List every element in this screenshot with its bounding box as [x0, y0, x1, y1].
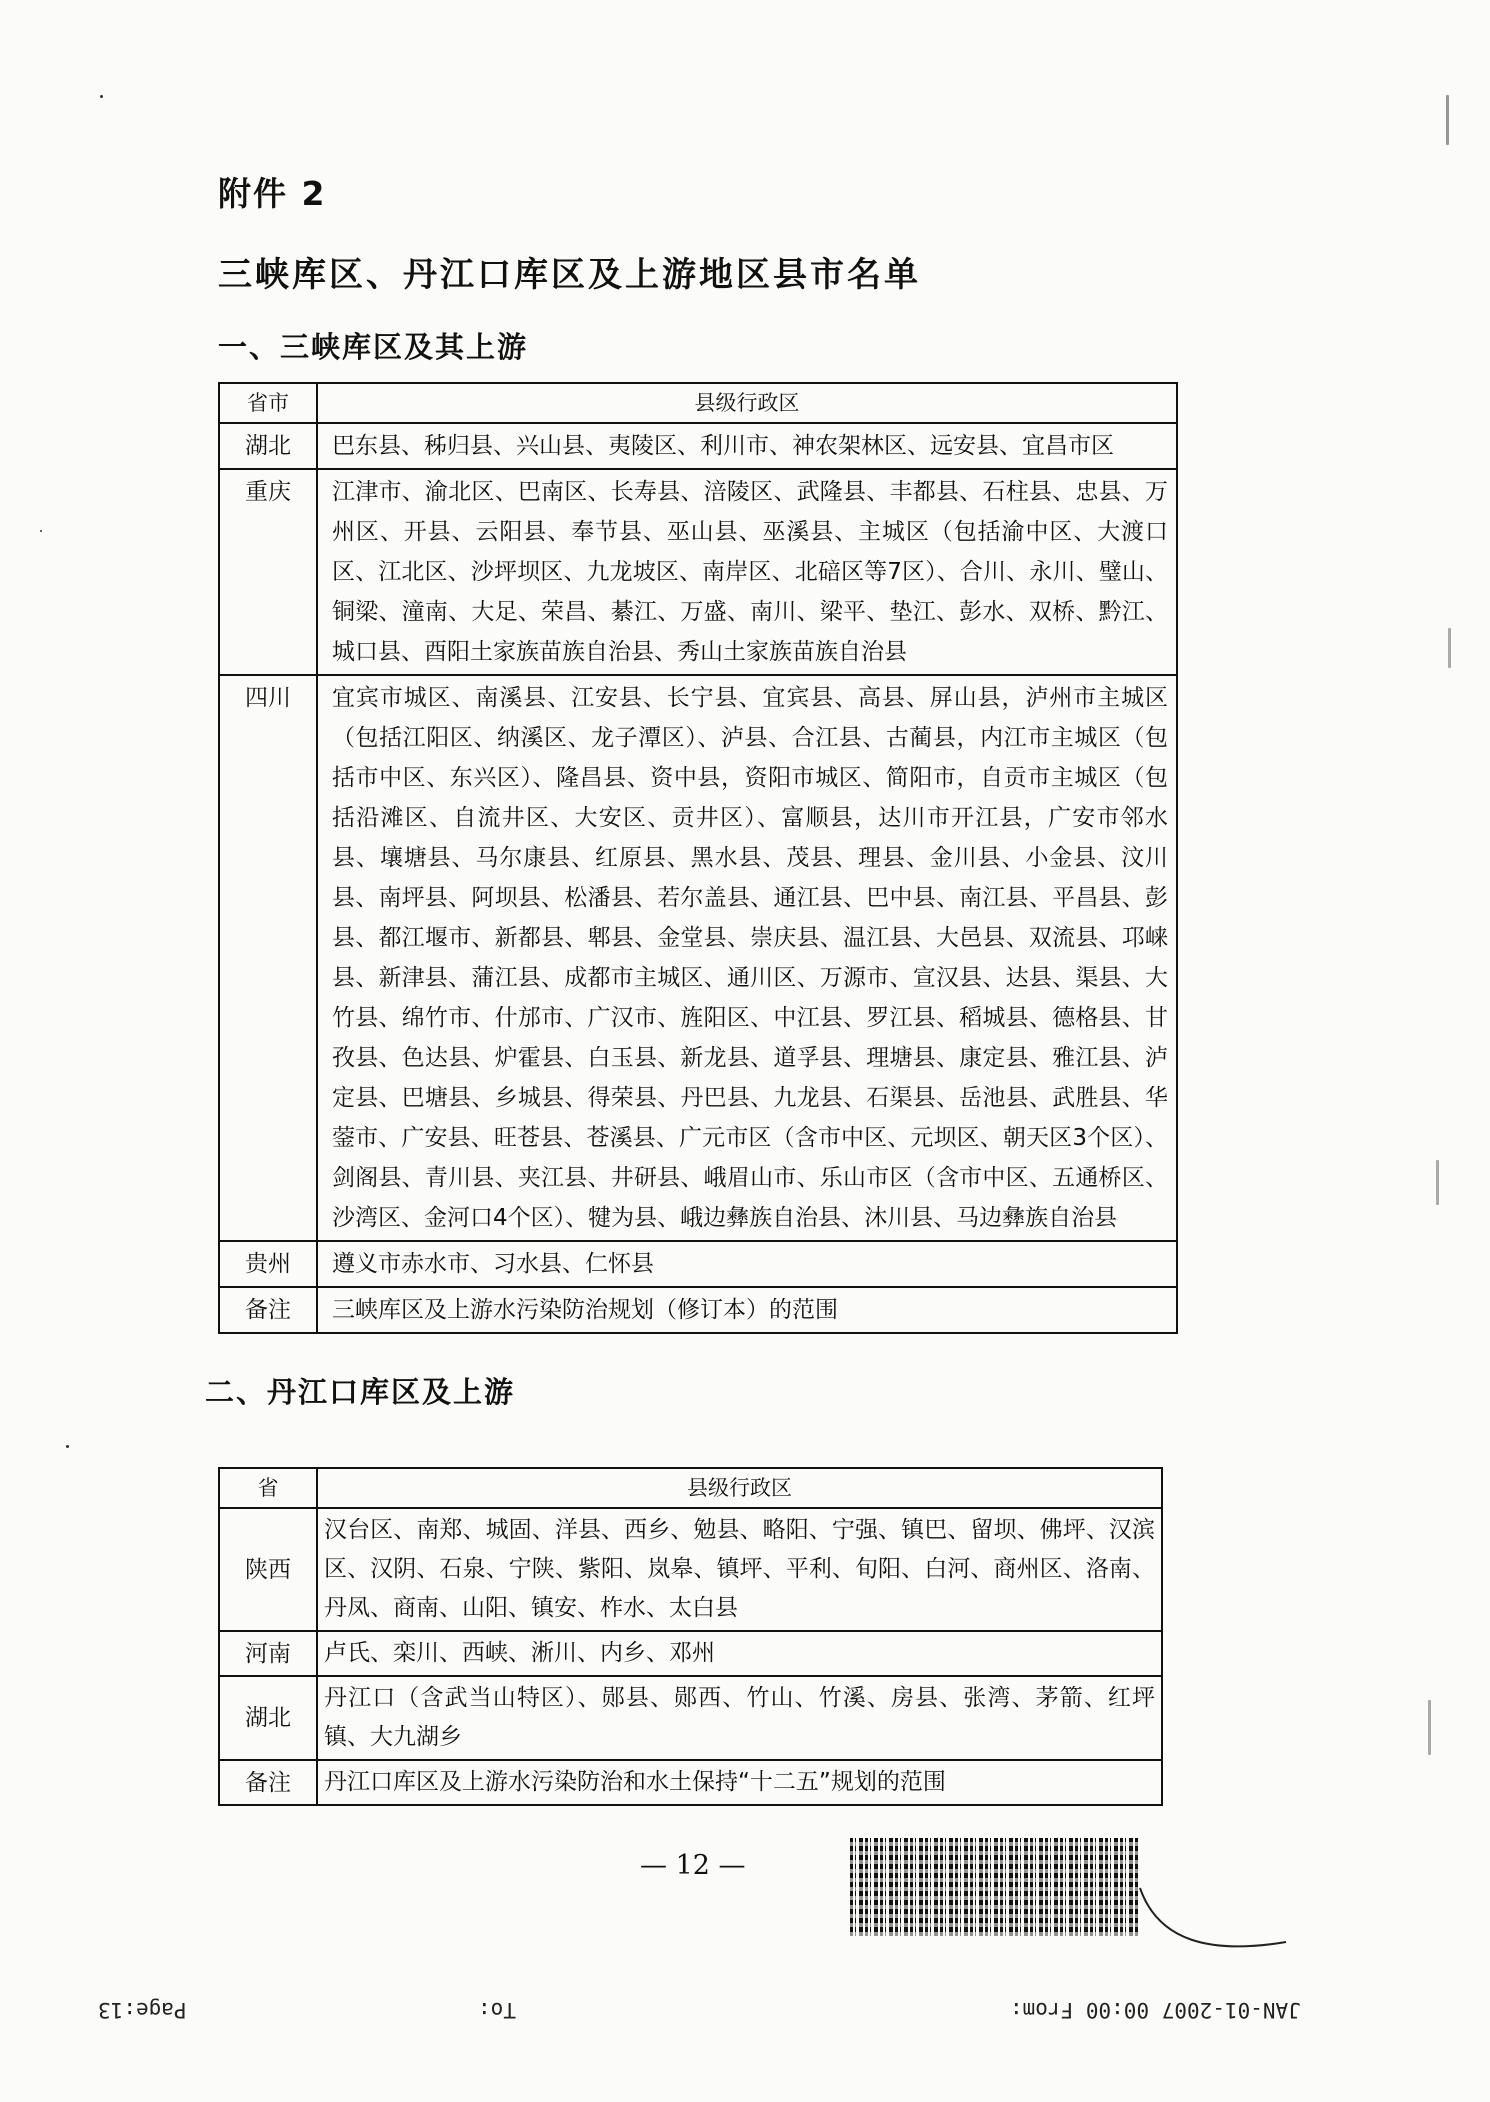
- document-title: 三峡库区、丹江口库区及上游地区县市名单: [218, 255, 921, 295]
- note-text-cell: 丹江口库区及上游水污染防治和水土保持“十二五”规划的范围: [317, 1760, 1162, 1805]
- table-row: [219, 423, 1177, 469]
- province-cell: 湖北: [219, 423, 317, 469]
- county-list-cell: 汉台区、南郑、城固、洋县、西乡、勉县、略阳、宁强、镇巴、留坝、佛坪、汉滨区、汉阴、石泉、宁陕、紫阳、岚皋、镇坪、平利、旬阳、白河、商州区、洛南、丹凤、商南、山阳、镇安、柞水、太白县: [317, 1508, 1162, 1631]
- scan-mark: [1448, 628, 1451, 668]
- scan-mark: [1428, 1700, 1431, 1755]
- county-list-cell: 丹江口（含武当山特区）、郧县、郧西、竹山、竹溪、房县、张湾、茅箭、红坪镇、大九湖乡: [317, 1676, 1162, 1760]
- note-label-cell: 备注: [219, 1760, 317, 1805]
- county-list-cell: 江津市、渝北区、巴南区、长寿县、涪陵区、武隆县、丰都县、石柱县、忠县、万州区、开县、云阳县、奉节县、巫山县、巫溪县、主城区（包括渝中区、大渡口区、江北区、沙坪坝区、九龙坡区、南岸区、北碚区等7区）、合川、永川、璧山、铜梁、潼南、大足、荣昌、綦江、万盛、南川、梁平、垫江、彭水、双桥、黔江、城口县、酉阳土家族苗族自治县、秀山土家族苗族自治县: [317, 469, 1177, 675]
- table-row: [219, 1508, 1162, 1631]
- section2-table: [218, 1467, 1163, 1806]
- scan-speck: [66, 1445, 69, 1448]
- province-cell: 陕西: [219, 1508, 317, 1631]
- header-province: 省: [219, 1468, 317, 1508]
- note-text-cell: 三峡库区及上游水污染防治规划（修订本）的范围: [317, 1287, 1177, 1333]
- table-row: [219, 1760, 1162, 1805]
- scan-mark: [1446, 95, 1449, 145]
- fax-date-from: JAN-01-2007 00:00 From:: [1010, 1998, 1301, 2022]
- fax-to-label: To:: [478, 1998, 516, 2022]
- note-label-cell: 备注: [219, 1287, 317, 1333]
- province-cell: 河南: [219, 1631, 317, 1676]
- county-list-cell: 遵义市赤水市、习水县、仁怀县: [317, 1241, 1177, 1287]
- county-list-cell: 巴东县、秭归县、兴山县、夷陵区、利川市、神农架林区、远安县、宜昌市区: [317, 423, 1177, 469]
- table-header-row: [219, 383, 1177, 423]
- table-row: [219, 1676, 1162, 1760]
- header-province: 省市: [219, 383, 317, 423]
- barcode-graphic: [850, 1838, 1140, 1936]
- fax-page-count: Page:13: [98, 1998, 187, 2022]
- table-row: [219, 1241, 1177, 1287]
- header-counties: 县级行政区: [317, 383, 1177, 423]
- table-header-row: [219, 1468, 1162, 1508]
- province-cell: 重庆: [219, 469, 317, 675]
- table-row: [219, 1631, 1162, 1676]
- scan-speck: [40, 530, 42, 532]
- header-counties: 县级行政区: [317, 1468, 1162, 1508]
- page-number: — 12 —: [640, 1850, 746, 1881]
- province-cell: 四川: [219, 675, 317, 1241]
- scan-speck: [100, 95, 103, 98]
- pen-stroke-mark: [1138, 1880, 1288, 1960]
- section1-title: 一、三峡库区及其上游: [218, 330, 529, 364]
- table-row: [219, 675, 1177, 1241]
- section1-table: [218, 382, 1178, 1334]
- section2-title: 二、丹江口库区及上游: [205, 1375, 516, 1409]
- table-row: [219, 469, 1177, 675]
- county-list-cell: 宜宾市城区、南溪县、江安县、长宁县、宜宾县、高县、屏山县，泸州市主城区（包括江阳区、纳溪区、龙子潭区）、泸县、合江县、古蔺县，内江市主城区（包括市中区、东兴区）、隆昌县、资中县，资阳市城区、简阳市，自贡市主城区（包括沿滩区、自流井区、大安区、贡井区）、富顺县，达川市开江县，广安市邻水县、壤塘县、马尔康县、红原县、黑水县、茂县、理县、金川县、小金县、汶川县、南坪县、阿坝县、松潘县、若尔盖县、通江县、巴中县、南江县、平昌县、彭县、都江堰市、新都县、郫县、金堂县、崇庆县、温江县、大邑县、双流县、邛崃县、新津县、蒲江县、成都市主城区、通川区、万源市、宣汉县、达县、渠县、大竹县、绵竹市、什邡市、广汉市、旌阳区、中江县、罗江县、稻城县、德格县、甘孜县、色达县、炉霍县、白玉县、新龙县、道孚县、理塘县、康定县、雅江县、泸定县、巴塘县、乡城县、得荣县、丹巴县、九龙县、石渠县、岳池县、武胜县、华蓥市、广安县、旺苍县、苍溪县、广元市区（含市中区、元坝区、朝天区3个区）、剑阁县、青川县、夹江县、井研县、峨眉山市、乐山市区（含市中区、五通桥区、沙湾区、金河口4个区）、犍为县、峨边彝族自治县、沐川县、马边彝族自治县: [317, 675, 1177, 1241]
- province-cell: 贵州: [219, 1241, 317, 1287]
- table-row: [219, 1287, 1177, 1333]
- scan-mark: [1436, 1160, 1439, 1205]
- province-cell: 湖北: [219, 1676, 317, 1760]
- attachment-label: 附件 2: [218, 174, 327, 213]
- county-list-cell: 卢氏、栾川、西峡、淅川、内乡、邓州: [317, 1631, 1162, 1676]
